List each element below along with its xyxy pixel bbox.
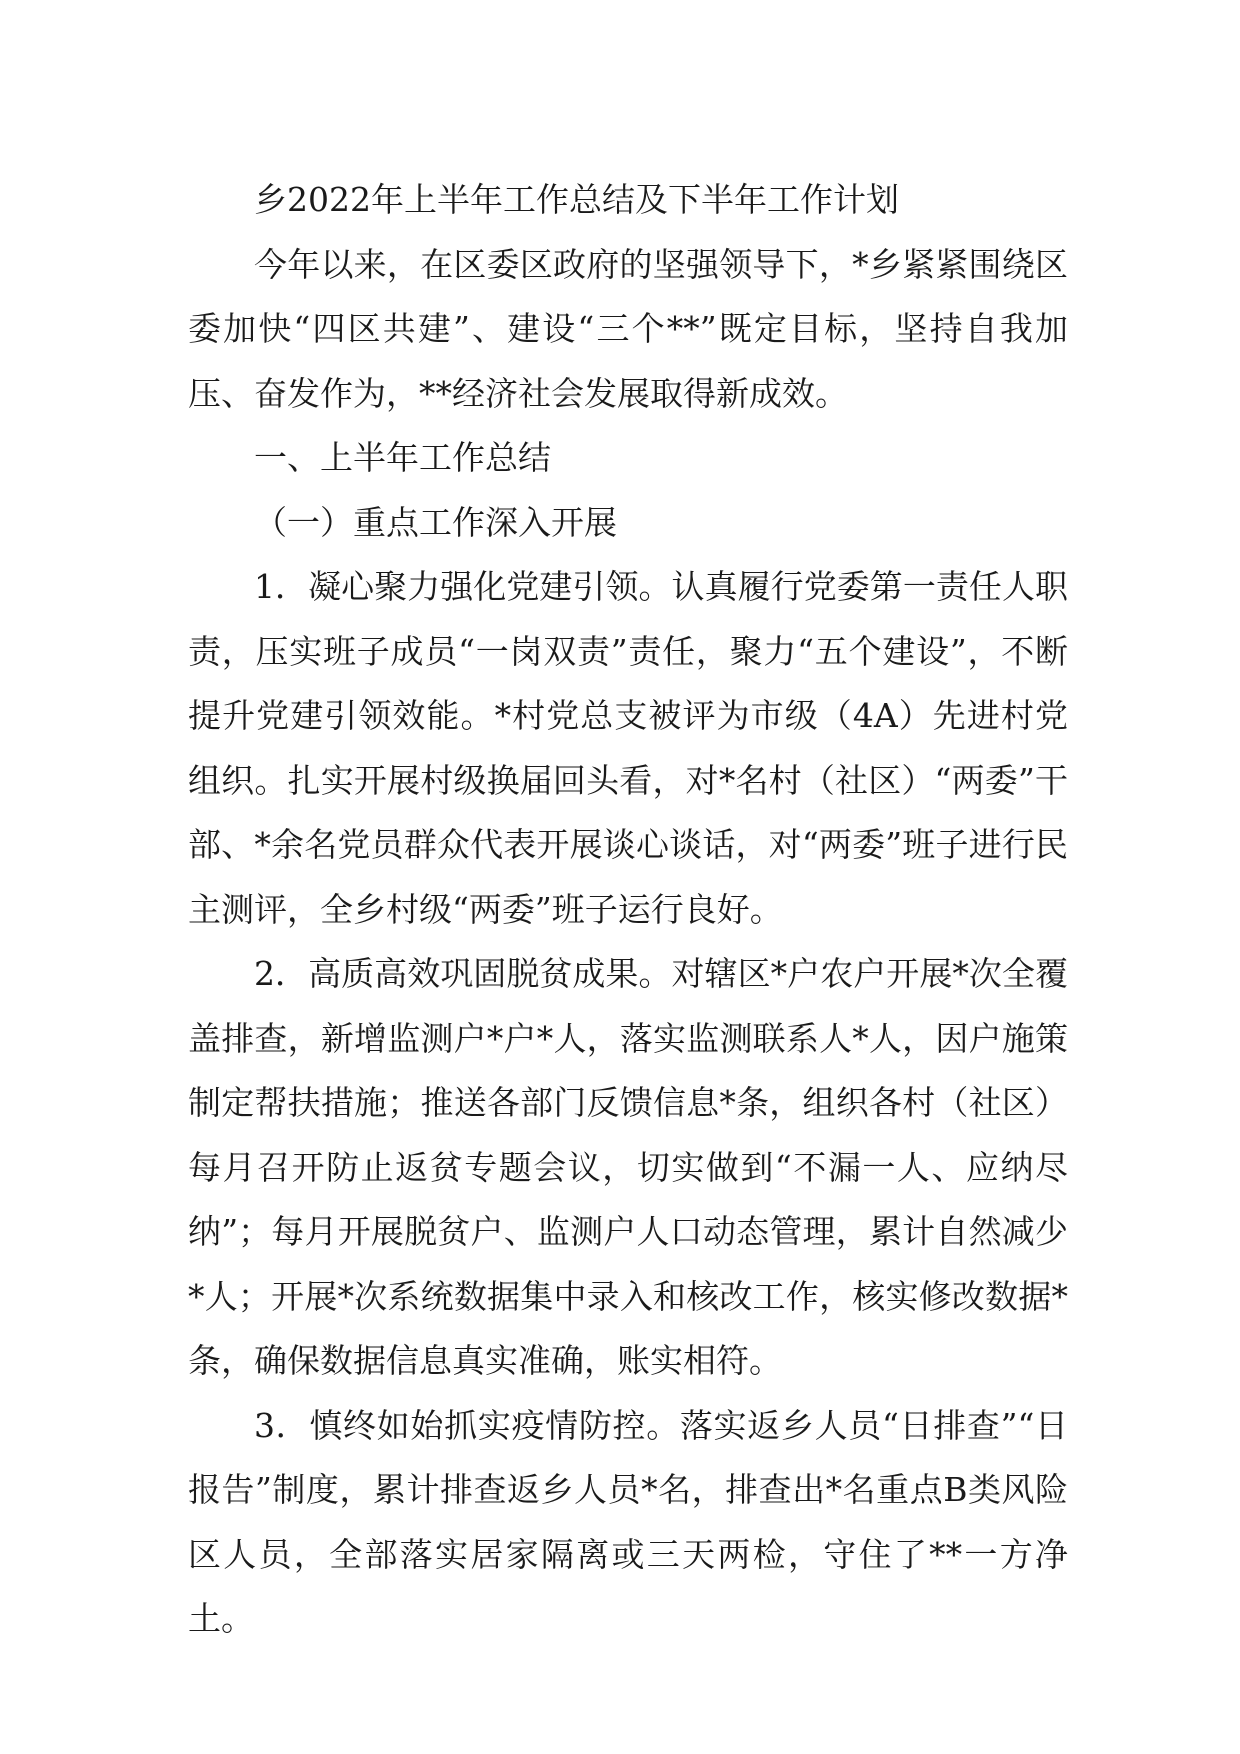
item-paragraph-2: 2．高质高效巩固脱贫成果。对辖区*户农户开展*次全覆盖排查，新增监测户*户*人，落实监测联系人*人，因户施策制定帮扶措施；推送各部门反馈信息*条，组织各村（社区）每月召开防止返贫专题会议，切实做到“不漏一人、应纳尽纳”；每月开展脱贫户、监测户人口动态管理，累计自然减少*人；开展*次系统数据集中录入和核改工作，核实修改数据*条，确保数据信息真实准确，账实相符。: [188, 954, 1068, 1380]
document-title: 乡2022年上半年工作总结及下半年工作计划: [254, 180, 899, 219]
section-heading: 一、上半年工作总结: [254, 438, 551, 477]
item-paragraph-3: 3．慎终如始抓实疫情防控。落实返乡人员“日排查”“日报告”制度，累计排查返乡人员*名，排查出*名重点B类风险区人员，全部落实居家隔离或三天两检，守住了**一方净土。: [188, 1405, 1068, 1638]
item-paragraph-1: 1．凝心聚力强化党建引领。认真履行党委第一责任人职责，压实班子成员“一岗双责”责任，聚力“五个建设”，不断提升党建引领效能。*村党总支被评为市级（4A）先进村党组织。扎实开展村级换届回头看，对*名村（社区）“两委”干部、*余名党员群众代表开展谈心谈话，对“两委”班子进行民主测评，全乡村级“两委”班子运行良好。: [188, 567, 1068, 929]
document-body: [188, 168, 1068, 1652]
subsection-heading: （一）重点工作深入开展: [254, 502, 617, 542]
intro-paragraph: 今年以来，在区委区政府的坚强领导下，*乡紧紧围绕区委加快“四区共建”、建设“三个**”既定目标，坚持自我加压、奋发作为，**经济社会发展取得新成效。: [188, 244, 1068, 413]
